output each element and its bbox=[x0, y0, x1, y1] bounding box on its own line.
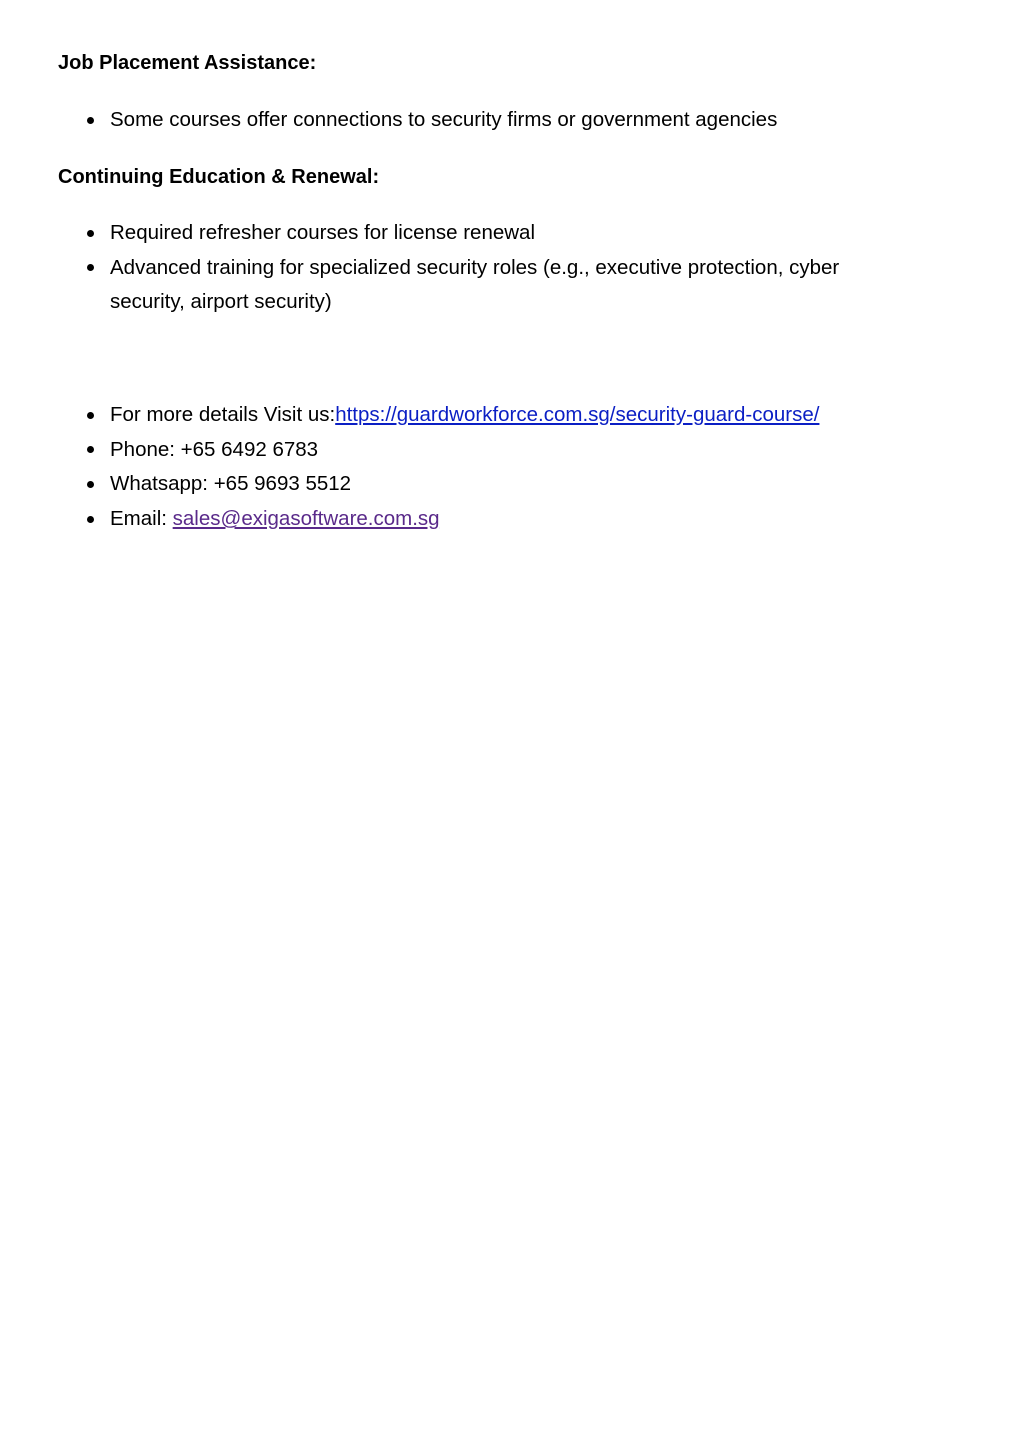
list-item bbox=[0, 251, 1024, 320]
bullet-icon bbox=[87, 117, 94, 124]
job-placement-heading: Job Placement Assistance: bbox=[58, 52, 317, 74]
contact-item-email bbox=[0, 502, 1024, 537]
bullet-icon bbox=[87, 264, 94, 271]
contact-item-phone bbox=[0, 433, 1024, 468]
list-item-text: Required refresher courses for license renewal bbox=[110, 221, 536, 244]
email-link[interactable]: sales@exigasoftware.com.sg bbox=[172, 507, 440, 531]
email-prefix: Email: bbox=[110, 507, 173, 531]
bullet-icon bbox=[87, 230, 94, 237]
bullet-icon bbox=[87, 446, 94, 453]
phone-text: Phone: +65 6492 6783 bbox=[110, 437, 319, 461]
website-link[interactable]: https://guardworkforce.com.sg/security-guard-course/ bbox=[335, 403, 820, 426]
job-placement-list bbox=[0, 103, 1024, 138]
bullet-icon bbox=[87, 516, 94, 523]
whatsapp-text: Whatsapp: +65 9693 5512 bbox=[110, 472, 352, 496]
website-prefix: For more details Visit us: bbox=[110, 403, 336, 426]
continuing-education-list bbox=[0, 216, 1024, 320]
bullet-icon bbox=[87, 481, 94, 488]
contact-list bbox=[0, 398, 1024, 537]
list-item-text: Advanced training for specialized security roles (e.g., executive protection, cyber security, airport security) bbox=[110, 255, 840, 314]
list-item-text: Some courses offer connections to security firms or government agencies bbox=[110, 108, 778, 131]
continuing-education-heading: Continuing Education & Renewal: bbox=[58, 166, 380, 188]
contact-item-whatsapp bbox=[0, 467, 1024, 502]
bullet-icon bbox=[87, 412, 94, 419]
list-item bbox=[0, 216, 1024, 251]
list-item bbox=[0, 103, 1024, 138]
contact-item-website bbox=[0, 398, 1024, 433]
